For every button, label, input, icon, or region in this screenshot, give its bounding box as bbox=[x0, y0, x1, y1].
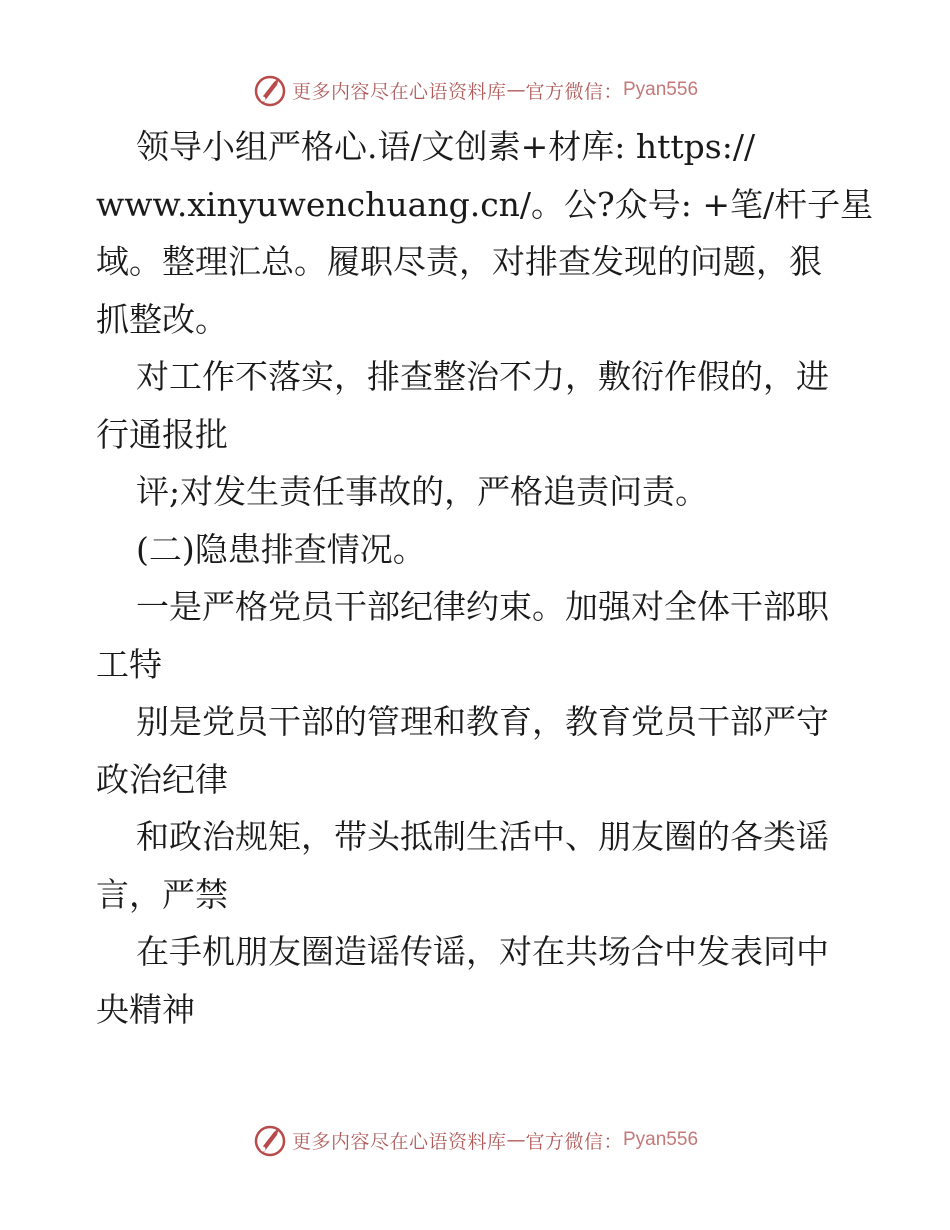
watermark-text: 更多内容尽在心语资料库 bbox=[291, 80, 507, 103]
text-line: 抓整改。 bbox=[96, 299, 228, 339]
watermark-id: Pyan556 bbox=[623, 79, 699, 100]
document-body bbox=[96, 118, 874, 1038]
watermark-id: Pyan556 bbox=[623, 1129, 699, 1150]
footer-watermark bbox=[0, 1120, 950, 1160]
brush-logo-icon bbox=[252, 72, 288, 108]
text-line: 评;对发生责任事故的，严格追责问责。 bbox=[136, 472, 709, 511]
text-line: 别是党员干部的管理和教育，教育党员干部严守 bbox=[136, 702, 829, 741]
watermark-suffix: 官方微信： bbox=[525, 1130, 623, 1153]
text-line: 工特 bbox=[96, 644, 162, 684]
text-line: 在手机朋友圈造谣传谣，对在共场合中发表同中 bbox=[136, 932, 829, 971]
text-line: 一是严格党员干部纪律约束。加强对全体干部职 bbox=[136, 587, 829, 626]
text-line: 行通报批 bbox=[96, 414, 228, 454]
watermark-text: 更多内容尽在心语资料库 bbox=[291, 1130, 507, 1153]
watermark-dash: — bbox=[506, 79, 526, 101]
text-line: 言，严禁 bbox=[96, 874, 228, 914]
text-line: 政治纪律 bbox=[96, 759, 228, 799]
watermark-suffix: 官方微信： bbox=[525, 80, 623, 103]
header-watermark bbox=[0, 70, 950, 110]
section-heading: (二)隐患排查情况。 bbox=[136, 529, 426, 569]
watermark-dash: — bbox=[506, 1129, 526, 1151]
text-line: 域。整理汇总。履职尽责，对排查发现的问题，狠 bbox=[96, 242, 822, 281]
text-line: 领导小组严格心.语/文创素+材库: https:// bbox=[136, 127, 756, 166]
text-line: 和政治规矩，带头抵制生活中、朋友圈的各类谣 bbox=[136, 817, 829, 856]
text-line: 央精神 bbox=[96, 989, 195, 1029]
text-line: 对工作不落实，排查整治不力，敷衍作假的，进 bbox=[136, 357, 829, 396]
brush-logo-icon bbox=[252, 1122, 288, 1158]
text-line: www.xinyuwenchuang.cn/。公?众号: +笔/杆子星 bbox=[96, 184, 874, 224]
